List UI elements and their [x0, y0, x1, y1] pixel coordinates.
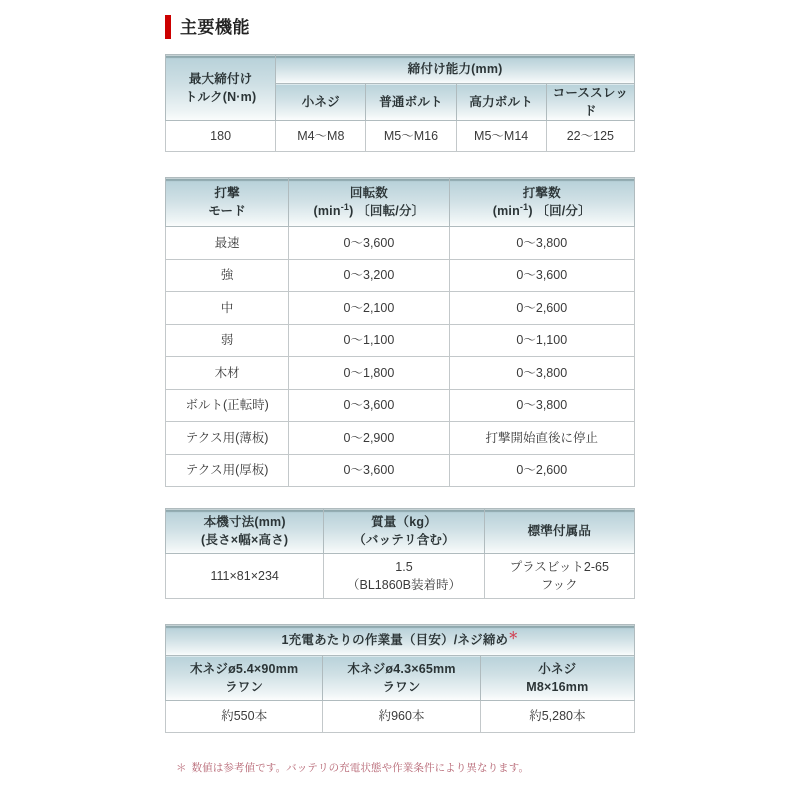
header-impact-mode	[166, 178, 289, 227]
table-row	[166, 701, 635, 733]
table-row	[166, 259, 635, 292]
cell-impact: 0〜2,600	[449, 292, 634, 325]
cell-impact: 0〜3,800	[449, 389, 634, 422]
header-work-group-text: 1充電あたりの作業量（目安）/ネジ締め	[281, 632, 509, 647]
table-row	[166, 389, 635, 422]
header-capacity-group: 締付け能力(mm)	[276, 55, 635, 84]
table-row	[166, 554, 635, 599]
table-row	[166, 227, 635, 260]
cell-mode: ボルト(正転時)	[166, 389, 289, 422]
impact-unit-superscript: -1	[519, 201, 529, 212]
cell-rotation: 0〜2,100	[289, 292, 449, 325]
table-row	[166, 292, 635, 325]
header-impact-rate	[449, 178, 634, 227]
body-spec-table	[165, 508, 635, 599]
value-accessories	[484, 554, 634, 599]
header-impact-mode-line1: 打撃	[214, 185, 240, 200]
table-row	[166, 121, 635, 152]
table-row	[166, 454, 635, 487]
header-small-screw: 小ネジ	[276, 84, 366, 121]
value-accessories-line2: フック	[541, 578, 578, 592]
footnote-asterisk: ＊	[176, 762, 187, 774]
header-impact-line1: 打撃数	[522, 185, 561, 200]
header-accessories: 標準付属品	[484, 509, 634, 554]
header-wood-screw-54-line1: 木ネジø5.4×90mm	[189, 661, 299, 676]
header-max-torque	[166, 55, 276, 121]
header-rotation-unit	[313, 201, 425, 218]
cell-mode: テクス用(厚板)	[166, 454, 289, 487]
cell-impact: 0〜3,600	[449, 259, 634, 292]
value-weight	[324, 554, 484, 599]
value-wood-screw-54: 約550本	[166, 701, 323, 733]
cell-impact: 0〜1,100	[449, 324, 634, 357]
header-normal-bolt: 普通ボルト	[366, 84, 456, 121]
value-dimensions: 111×81×234	[166, 554, 324, 599]
cell-rotation: 0〜1,800	[289, 357, 449, 390]
cell-mode: 最速	[166, 227, 289, 260]
header-max-torque-line1: 最大締付け	[188, 71, 253, 86]
cell-impact: 0〜2,600	[449, 454, 634, 487]
header-max-torque-line2: トルク(N·m)	[184, 89, 257, 104]
rotation-unit-pre: (min	[313, 204, 341, 218]
cell-mode: 強	[166, 259, 289, 292]
table-row	[166, 357, 635, 390]
header-wood-screw-43-line2: ラワン	[382, 680, 421, 694]
table-header-row	[166, 656, 635, 701]
header-dimensions-line1: 本機寸法(mm)	[203, 514, 286, 529]
footnote	[176, 760, 529, 775]
header-weight	[324, 509, 484, 554]
value-high-tension-bolt: M5〜M14	[456, 121, 546, 152]
cell-impact: 0〜3,800	[449, 227, 634, 260]
table-row	[166, 324, 635, 357]
header-high-tension-bolt: 高力ボルト	[456, 84, 546, 121]
header-small-screw-m8-line2: M8×16mm	[526, 680, 589, 694]
impact-table-body	[166, 227, 635, 487]
table-row	[166, 422, 635, 455]
header-rotation-line1: 回転数	[349, 185, 388, 200]
header-dimensions-line2: (長さ×幅×高さ)	[201, 533, 289, 547]
impact-mode-table	[165, 177, 635, 487]
cell-rotation: 0〜3,600	[289, 454, 449, 487]
section-title	[165, 14, 250, 40]
header-dimensions	[166, 509, 324, 554]
value-max-torque: 180	[166, 121, 276, 152]
header-small-screw-m8-line1: 小ネジ	[538, 661, 577, 676]
header-coarse-thread: コーススレッド	[546, 84, 634, 121]
value-accessories-line1: プラスビット2-65	[509, 559, 609, 574]
asterisk-marker: ＊	[508, 630, 519, 642]
cell-rotation: 0〜2,900	[289, 422, 449, 455]
header-weight-line2: （バッテリ含む）	[353, 533, 455, 547]
value-small-screw: M4〜M8	[276, 121, 366, 152]
cell-rotation: 0〜1,100	[289, 324, 449, 357]
cell-impact: 打撃開始直後に停止	[449, 422, 634, 455]
value-coarse-thread: 22〜125	[546, 121, 634, 152]
impact-unit-pre: (min	[492, 204, 520, 218]
cell-impact: 0〜3,800	[449, 357, 634, 390]
header-work-group	[166, 625, 635, 656]
value-wood-screw-43: 約960本	[323, 701, 480, 733]
footnote-text: 数値は参考値です。バッテリの充電状態や作業条件により異なります。	[191, 762, 530, 774]
cell-mode: 中	[166, 292, 289, 325]
value-weight-line1: 1.5	[395, 559, 413, 574]
table-header-row	[166, 509, 635, 554]
cell-rotation: 0〜3,600	[289, 389, 449, 422]
table-header-row	[166, 178, 635, 227]
value-normal-bolt: M5〜M16	[366, 121, 456, 152]
header-wood-screw-54-line2: ラワン	[225, 680, 264, 694]
header-weight-line1: 質量（kg）	[371, 514, 437, 529]
rotation-unit-superscript: -1	[340, 201, 350, 212]
value-weight-line2: （BL1860B装着時）	[347, 578, 461, 592]
cell-mode: 弱	[166, 324, 289, 357]
cell-rotation: 0〜3,600	[289, 227, 449, 260]
title-accent-bar	[165, 15, 171, 39]
work-per-charge-table	[165, 624, 635, 733]
page-title: 主要機能	[180, 17, 250, 37]
rotation-unit-post: ) 〔回転/分〕	[349, 204, 425, 218]
cell-mode: 木材	[166, 357, 289, 390]
torque-table	[165, 54, 635, 152]
table-row	[166, 55, 635, 84]
cell-mode: テクス用(薄板)	[166, 422, 289, 455]
header-impact-unit	[492, 201, 591, 218]
header-impact-mode-line2: モード	[208, 204, 246, 218]
table-header-row	[166, 625, 635, 656]
value-small-screw-m8: 約5,280本	[480, 701, 634, 733]
header-wood-screw-43-line1: 木ネジø4.3×65mm	[347, 661, 456, 676]
header-wood-screw-54	[166, 656, 323, 701]
header-rotation-speed	[289, 178, 449, 227]
header-wood-screw-43	[323, 656, 480, 701]
header-small-screw-m8	[480, 656, 634, 701]
cell-rotation: 0〜3,200	[289, 259, 449, 292]
impact-unit-post: ) 〔回/分〕	[528, 204, 591, 218]
